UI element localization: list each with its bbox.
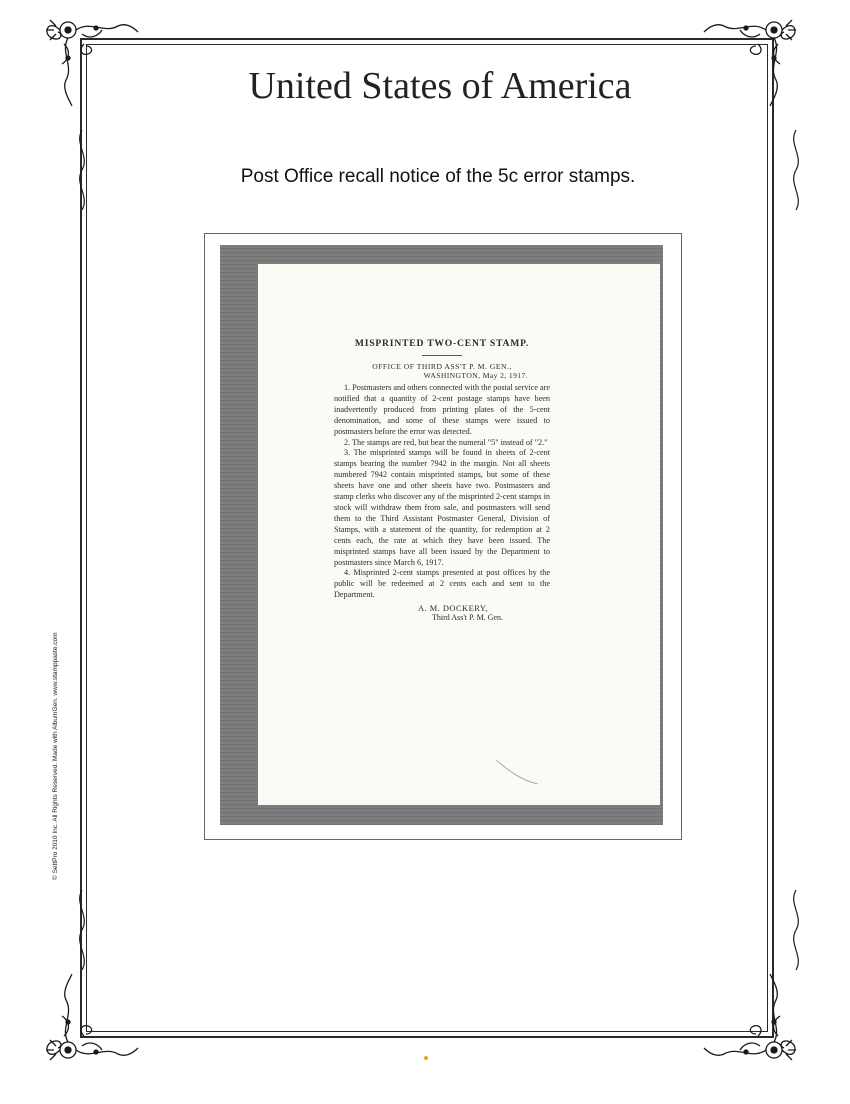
- signature-name: A. M. DOCKERY,: [418, 604, 488, 614]
- notice-paragraph-1: 1. Postmasters and others connected with the postal service are notified that a quantity of 2-cent postage stamps have been inadvertently produced from printing plates of the 5-cent denomination, and some of these stamps were issued to postmasters before the error was detected.: [334, 383, 550, 436]
- page-title: United States of America: [248, 65, 632, 107]
- signature-title: Third Ass't P. M. Gen.: [432, 613, 504, 623]
- notice-divider: [422, 355, 462, 356]
- notice-date: WASHINGTON, May 2, 1917.: [423, 371, 528, 380]
- copyright-notice: [46, 604, 58, 880]
- ornament-corner-icon: [694, 962, 804, 1072]
- pencil-mark: [494, 756, 540, 786]
- scroll-ornament-icon: [70, 890, 94, 970]
- page-subtitle: Post Office recall notice of the 5c error stamps.: [240, 166, 636, 187]
- copyright-text: © SettPro 2010 Inc. All Rights Reserved. Made with AlbumGen. www.stamppaste.com: [52, 632, 59, 880]
- notice-paragraph-3: 3. The misprinted stamps will be found in sheets of 2-cent stamps bearing the number 7942 in the margin. Not all sheets numbered 7942 contain misprinted stamps, but some of these sheets have one and other sheets have two. Postmasters and stamp clerks who discover any of the misprinted 2-cent stamps in stock will withdraw them from sale, and postmasters will send them to the Third Assistant Postmaster General, Division of Stamps, with a statement of the quantity, for redemption at 2 cents each, the rate at which they have been issued. The misprinted stamps have all been issued by the Department to postmasters since March 6, 1917.: [334, 448, 550, 567]
- recall-notice-document: [258, 264, 660, 805]
- ornament-corner-icon: [38, 962, 148, 1072]
- notice-paragraph-2: 2. The stamps are red, but bear the numeral "5" instead of "2.": [344, 437, 548, 447]
- notice-paragraph-4: 4. Misprinted 2-cent stamps presented at post offices by the public will be redeemed at 2 cents each and sent to the Department.: [334, 568, 550, 600]
- notice-body: [334, 338, 550, 622]
- scan-speck: [424, 1056, 428, 1060]
- notice-heading: MISPRINTED TWO-CENT STAMP.: [354, 338, 530, 349]
- scroll-ornament-icon: [784, 890, 808, 970]
- notice-office: OFFICE OF THIRD ASS'T P. M. GEN.,: [372, 362, 512, 371]
